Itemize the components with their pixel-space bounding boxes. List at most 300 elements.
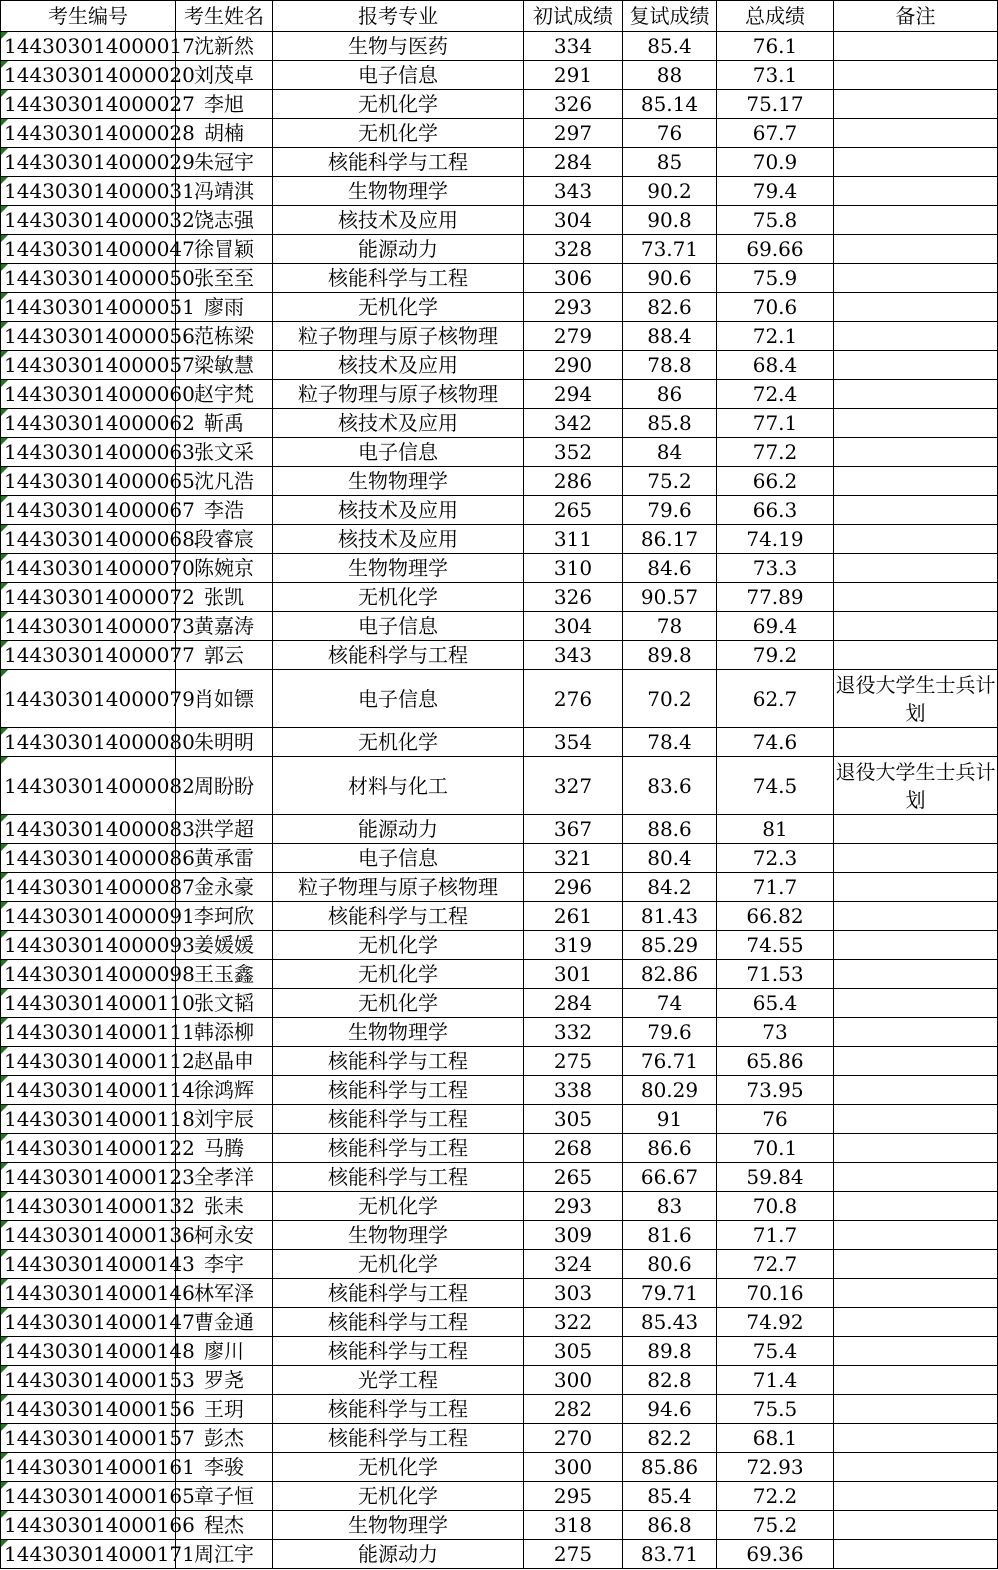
cell-major: 核能科学与工程 [273,1134,524,1163]
cell-initial-score: 367 [524,815,623,844]
cell-note [834,1221,998,1250]
cell-note: 退役大学生士兵计划 [834,757,998,815]
cell-initial-score: 284 [524,989,623,1018]
cell-initial-score: 343 [524,641,623,670]
cell-candidate-id: 144303014000171 [1,1540,176,1569]
table-row [1,989,998,1018]
cell-retest-score: 83.71 [623,1540,717,1569]
cell-retest-score: 85.4 [623,1482,717,1511]
cell-candidate-name: 张耒 [176,1192,273,1221]
cell-candidate-name: 赵宇梵 [176,380,273,409]
cell-retest-score: 88.4 [623,322,717,351]
cell-total-score: 70.8 [717,1192,834,1221]
cell-initial-score: 301 [524,960,623,989]
cell-retest-score: 79.6 [623,496,717,525]
header-row [1,1,998,32]
table-row [1,931,998,960]
cell-major: 无机化学 [273,1250,524,1279]
cell-candidate-id: 144303014000082 [1,757,176,815]
cell-candidate-id: 144303014000118 [1,1105,176,1134]
cell-note [834,467,998,496]
cell-initial-score: 300 [524,1366,623,1395]
table-row [1,960,998,989]
cell-total-score: 72.3 [717,844,834,873]
cell-initial-score: 334 [524,32,623,61]
cell-candidate-name: 李珂欣 [176,902,273,931]
cell-total-score: 71.7 [717,1221,834,1250]
cell-total-score: 76.1 [717,32,834,61]
cell-initial-score: 286 [524,467,623,496]
cell-major: 核技术及应用 [273,409,524,438]
cell-major: 无机化学 [273,1453,524,1482]
cell-retest-score: 90.8 [623,206,717,235]
table-row [1,409,998,438]
cell-candidate-name: 廖雨 [176,293,273,322]
cell-total-score: 65.4 [717,989,834,1018]
cell-initial-score: 322 [524,1308,623,1337]
table-row [1,293,998,322]
cell-total-score: 66.3 [717,496,834,525]
cell-major: 核技术及应用 [273,525,524,554]
cell-initial-score: 324 [524,1250,623,1279]
cell-retest-score: 85 [623,148,717,177]
cell-total-score: 75.2 [717,1511,834,1540]
cell-retest-score: 66.67 [623,1163,717,1192]
cell-major: 核能科学与工程 [273,1076,524,1105]
cell-total-score: 69.66 [717,235,834,264]
cell-initial-score: 293 [524,293,623,322]
cell-retest-score: 84.6 [623,554,717,583]
header-retest-score: 复试成绩 [623,1,717,32]
table-row [1,902,998,931]
cell-note [834,1105,998,1134]
cell-candidate-id: 144303014000166 [1,1511,176,1540]
cell-candidate-name: 黄嘉涛 [176,612,273,641]
cell-note [834,1192,998,1221]
cell-retest-score: 78.4 [623,728,717,757]
cell-candidate-name: 刘宇辰 [176,1105,273,1134]
cell-retest-score: 84.2 [623,873,717,902]
cell-major: 核技术及应用 [273,351,524,380]
cell-total-score: 72.2 [717,1482,834,1511]
cell-note [834,1076,998,1105]
cell-candidate-id: 144303014000146 [1,1279,176,1308]
cell-initial-score: 276 [524,670,623,728]
table-row [1,235,998,264]
cell-candidate-name: 冯靖淇 [176,177,273,206]
cell-candidate-name: 张文采 [176,438,273,467]
table-row [1,438,998,467]
cell-note [834,1482,998,1511]
cell-total-score: 75.9 [717,264,834,293]
cell-total-score: 73 [717,1018,834,1047]
cell-retest-score: 90.57 [623,583,717,612]
cell-retest-score: 90.6 [623,264,717,293]
header-name: 考生姓名 [176,1,273,32]
cell-note [834,177,998,206]
table-row [1,61,998,90]
cell-retest-score: 80.6 [623,1250,717,1279]
cell-candidate-id: 144303014000110 [1,989,176,1018]
cell-candidate-name: 罗尧 [176,1366,273,1395]
table-row [1,1018,998,1047]
cell-candidate-id: 144303014000073 [1,612,176,641]
cell-initial-score: 309 [524,1221,623,1250]
cell-major: 生物物理学 [273,554,524,583]
cell-major: 核能科学与工程 [273,1279,524,1308]
cell-retest-score: 81.43 [623,902,717,931]
cell-total-score: 66.2 [717,467,834,496]
cell-candidate-id: 144303014000165 [1,1482,176,1511]
cell-retest-score: 81.6 [623,1221,717,1250]
cell-total-score: 76 [717,1105,834,1134]
cell-retest-score: 85.8 [623,409,717,438]
table-row [1,757,998,815]
cell-initial-score: 318 [524,1511,623,1540]
cell-initial-score: 343 [524,177,623,206]
cell-candidate-id: 144303014000072 [1,583,176,612]
cell-note [834,612,998,641]
cell-initial-score: 279 [524,322,623,351]
cell-candidate-name: 全孝洋 [176,1163,273,1192]
table-row [1,1395,998,1424]
cell-note [834,815,998,844]
cell-candidate-name: 林军泽 [176,1279,273,1308]
cell-note [834,525,998,554]
cell-total-score: 77.2 [717,438,834,467]
header-major: 报考专业 [273,1,524,32]
cell-total-score: 68.1 [717,1424,834,1453]
cell-candidate-id: 144303014000157 [1,1424,176,1453]
cell-note [834,1279,998,1308]
cell-candidate-name: 张文韬 [176,989,273,1018]
table-row [1,206,998,235]
cell-initial-score: 275 [524,1540,623,1569]
cell-total-score: 69.36 [717,1540,834,1569]
cell-initial-score: 304 [524,206,623,235]
cell-note [834,554,998,583]
cell-candidate-name: 彭杰 [176,1424,273,1453]
table-row [1,119,998,148]
cell-candidate-name: 郭云 [176,641,273,670]
cell-retest-score: 76.71 [623,1047,717,1076]
cell-candidate-id: 144303014000027 [1,90,176,119]
cell-candidate-name: 胡楠 [176,119,273,148]
cell-retest-score: 78.8 [623,351,717,380]
cell-note [834,409,998,438]
cell-note [834,1047,998,1076]
cell-candidate-name: 张凯 [176,583,273,612]
table-row [1,1453,998,1482]
cell-total-score: 71.7 [717,873,834,902]
cell-total-score: 72.4 [717,380,834,409]
cell-total-score: 70.16 [717,1279,834,1308]
cell-retest-score: 90.2 [623,177,717,206]
cell-initial-score: 261 [524,902,623,931]
cell-candidate-name: 饶志强 [176,206,273,235]
cell-total-score: 69.4 [717,612,834,641]
cell-candidate-id: 144303014000148 [1,1337,176,1366]
cell-total-score: 73.3 [717,554,834,583]
cell-candidate-name: 徐鸿辉 [176,1076,273,1105]
cell-candidate-name: 黄承雷 [176,844,273,873]
cell-major: 无机化学 [273,1482,524,1511]
cell-candidate-name: 陈婉京 [176,554,273,583]
table-row [1,1366,998,1395]
cell-total-score: 74.92 [717,1308,834,1337]
cell-major: 无机化学 [273,583,524,612]
cell-candidate-name: 靳禹 [176,409,273,438]
cell-initial-score: 328 [524,235,623,264]
cell-note [834,1424,998,1453]
cell-candidate-name: 肖如镖 [176,670,273,728]
cell-note [834,1134,998,1163]
cell-candidate-id: 144303014000156 [1,1395,176,1424]
cell-retest-score: 94.6 [623,1395,717,1424]
cell-candidate-name: 曹金通 [176,1308,273,1337]
cell-major: 核技术及应用 [273,206,524,235]
cell-note [834,351,998,380]
cell-major: 能源动力 [273,815,524,844]
cell-note [834,380,998,409]
cell-major: 无机化学 [273,1192,524,1221]
table-row [1,728,998,757]
cell-candidate-id: 144303014000063 [1,438,176,467]
cell-total-score: 62.7 [717,670,834,728]
cell-candidate-id: 144303014000017 [1,32,176,61]
cell-retest-score: 89.8 [623,641,717,670]
cell-candidate-id: 144303014000070 [1,554,176,583]
cell-total-score: 74.5 [717,757,834,815]
cell-major: 核能科学与工程 [273,1163,524,1192]
cell-candidate-id: 144303014000020 [1,61,176,90]
cell-note [834,119,998,148]
cell-note [834,844,998,873]
cell-major: 光学工程 [273,1366,524,1395]
table-row [1,1308,998,1337]
cell-retest-score: 84 [623,438,717,467]
cell-candidate-id: 144303014000047 [1,235,176,264]
cell-initial-score: 275 [524,1047,623,1076]
cell-initial-score: 284 [524,148,623,177]
cell-total-score: 70.1 [717,1134,834,1163]
cell-total-score: 75.17 [717,90,834,119]
cell-major: 生物物理学 [273,1511,524,1540]
cell-note [834,1337,998,1366]
table-row [1,148,998,177]
table-row [1,641,998,670]
cell-retest-score: 91 [623,1105,717,1134]
cell-total-score: 75.5 [717,1395,834,1424]
cell-candidate-id: 144303014000147 [1,1308,176,1337]
cell-initial-score: 291 [524,61,623,90]
table-row [1,467,998,496]
cell-major: 核能科学与工程 [273,1105,524,1134]
table-row [1,844,998,873]
cell-total-score: 70.9 [717,148,834,177]
cell-initial-score: 293 [524,1192,623,1221]
cell-candidate-name: 章子恒 [176,1482,273,1511]
cell-candidate-id: 144303014000077 [1,641,176,670]
cell-note [834,1453,998,1482]
cell-candidate-id: 144303014000087 [1,873,176,902]
cell-candidate-id: 144303014000029 [1,148,176,177]
cell-major: 能源动力 [273,235,524,264]
cell-initial-score: 326 [524,583,623,612]
table-row [1,90,998,119]
cell-candidate-id: 144303014000067 [1,496,176,525]
cell-major: 核能科学与工程 [273,641,524,670]
cell-major: 生物与医药 [273,32,524,61]
cell-note [834,293,998,322]
cell-note [834,931,998,960]
cell-major: 电子信息 [273,670,524,728]
cell-total-score: 77.89 [717,583,834,612]
cell-total-score: 71.53 [717,960,834,989]
cell-note [834,1308,998,1337]
cell-major: 材料与化工 [273,757,524,815]
cell-note [834,1395,998,1424]
cell-total-score: 71.4 [717,1366,834,1395]
table-row [1,322,998,351]
cell-total-score: 72.1 [717,322,834,351]
cell-initial-score: 319 [524,931,623,960]
table-row [1,1047,998,1076]
cell-candidate-id: 144303014000143 [1,1250,176,1279]
cell-retest-score: 80.4 [623,844,717,873]
cell-retest-score: 82.86 [623,960,717,989]
table-row [1,264,998,293]
cell-candidate-name: 周盼盼 [176,757,273,815]
cell-total-score: 72.7 [717,1250,834,1279]
cell-initial-score: 268 [524,1134,623,1163]
cell-retest-score: 85.86 [623,1453,717,1482]
cell-total-score: 73.1 [717,61,834,90]
table-row [1,1279,998,1308]
cell-candidate-name: 李骏 [176,1453,273,1482]
table-row [1,1105,998,1134]
cell-major: 无机化学 [273,119,524,148]
cell-initial-score: 354 [524,728,623,757]
cell-note [834,148,998,177]
cell-major: 无机化学 [273,931,524,960]
cell-major: 无机化学 [273,960,524,989]
cell-major: 生物物理学 [273,467,524,496]
cell-initial-score: 352 [524,438,623,467]
cell-retest-score: 79.6 [623,1018,717,1047]
table-row [1,670,998,728]
cell-candidate-name: 姜媛媛 [176,931,273,960]
cell-candidate-name: 廖川 [176,1337,273,1366]
cell-candidate-name: 李宇 [176,1250,273,1279]
cell-candidate-id: 144303014000065 [1,467,176,496]
cell-retest-score: 70.2 [623,670,717,728]
cell-candidate-name: 朱冠宇 [176,148,273,177]
cell-major: 核能科学与工程 [273,148,524,177]
table-row [1,380,998,409]
table-row [1,1192,998,1221]
cell-initial-score: 265 [524,1163,623,1192]
cell-total-score: 70.6 [717,293,834,322]
cell-retest-score: 73.71 [623,235,717,264]
cell-candidate-id: 144303014000079 [1,670,176,728]
cell-candidate-id: 144303014000028 [1,119,176,148]
cell-candidate-name: 赵晶申 [176,1047,273,1076]
cell-retest-score: 79.71 [623,1279,717,1308]
cell-retest-score: 85.43 [623,1308,717,1337]
cell-retest-score: 76 [623,119,717,148]
cell-candidate-id: 144303014000060 [1,380,176,409]
cell-total-score: 79.4 [717,177,834,206]
cell-note [834,583,998,612]
cell-note [834,496,998,525]
cell-retest-score: 86.17 [623,525,717,554]
cell-candidate-name: 王玉鑫 [176,960,273,989]
table-row [1,525,998,554]
cell-total-score: 72.93 [717,1453,834,1482]
cell-major: 粒子物理与原子核物理 [273,380,524,409]
cell-candidate-id: 144303014000051 [1,293,176,322]
cell-candidate-name: 沈凡浩 [176,467,273,496]
cell-total-score: 75.8 [717,206,834,235]
cell-candidate-id: 144303014000068 [1,525,176,554]
cell-retest-score: 85.4 [623,32,717,61]
table-row [1,32,998,61]
cell-note [834,1540,998,1569]
cell-candidate-name: 王玥 [176,1395,273,1424]
cell-total-score: 65.86 [717,1047,834,1076]
cell-major: 生物物理学 [273,177,524,206]
cell-major: 电子信息 [273,61,524,90]
table-row [1,873,998,902]
header-id: 考生编号 [1,1,176,32]
cell-total-score: 59.84 [717,1163,834,1192]
table-row [1,1221,998,1250]
cell-total-score: 67.7 [717,119,834,148]
cell-candidate-name: 梁敏慧 [176,351,273,380]
cell-retest-score: 89.8 [623,1337,717,1366]
cell-candidate-name: 周江宇 [176,1540,273,1569]
cell-note [834,206,998,235]
cell-retest-score: 83.6 [623,757,717,815]
cell-initial-score: 305 [524,1105,623,1134]
cell-total-score: 77.1 [717,409,834,438]
cell-candidate-id: 144303014000114 [1,1076,176,1105]
cell-retest-score: 85.29 [623,931,717,960]
cell-note [834,1511,998,1540]
cell-note [834,873,998,902]
cell-retest-score: 88 [623,61,717,90]
cell-initial-score: 296 [524,873,623,902]
cell-candidate-name: 马腾 [176,1134,273,1163]
cell-candidate-name: 朱明明 [176,728,273,757]
cell-candidate-id: 144303014000031 [1,177,176,206]
header-total-score: 总成绩 [717,1,834,32]
cell-candidate-name: 徐冒颖 [176,235,273,264]
cell-total-score: 75.4 [717,1337,834,1366]
cell-major: 粒子物理与原子核物理 [273,322,524,351]
cell-major: 核能科学与工程 [273,1047,524,1076]
cell-note [834,960,998,989]
cell-major: 电子信息 [273,612,524,641]
cell-retest-score: 86.6 [623,1134,717,1163]
cell-initial-score: 265 [524,496,623,525]
cell-major: 核能科学与工程 [273,264,524,293]
table-row [1,1511,998,1540]
table-row [1,1482,998,1511]
cell-retest-score: 85.14 [623,90,717,119]
cell-initial-score: 327 [524,757,623,815]
